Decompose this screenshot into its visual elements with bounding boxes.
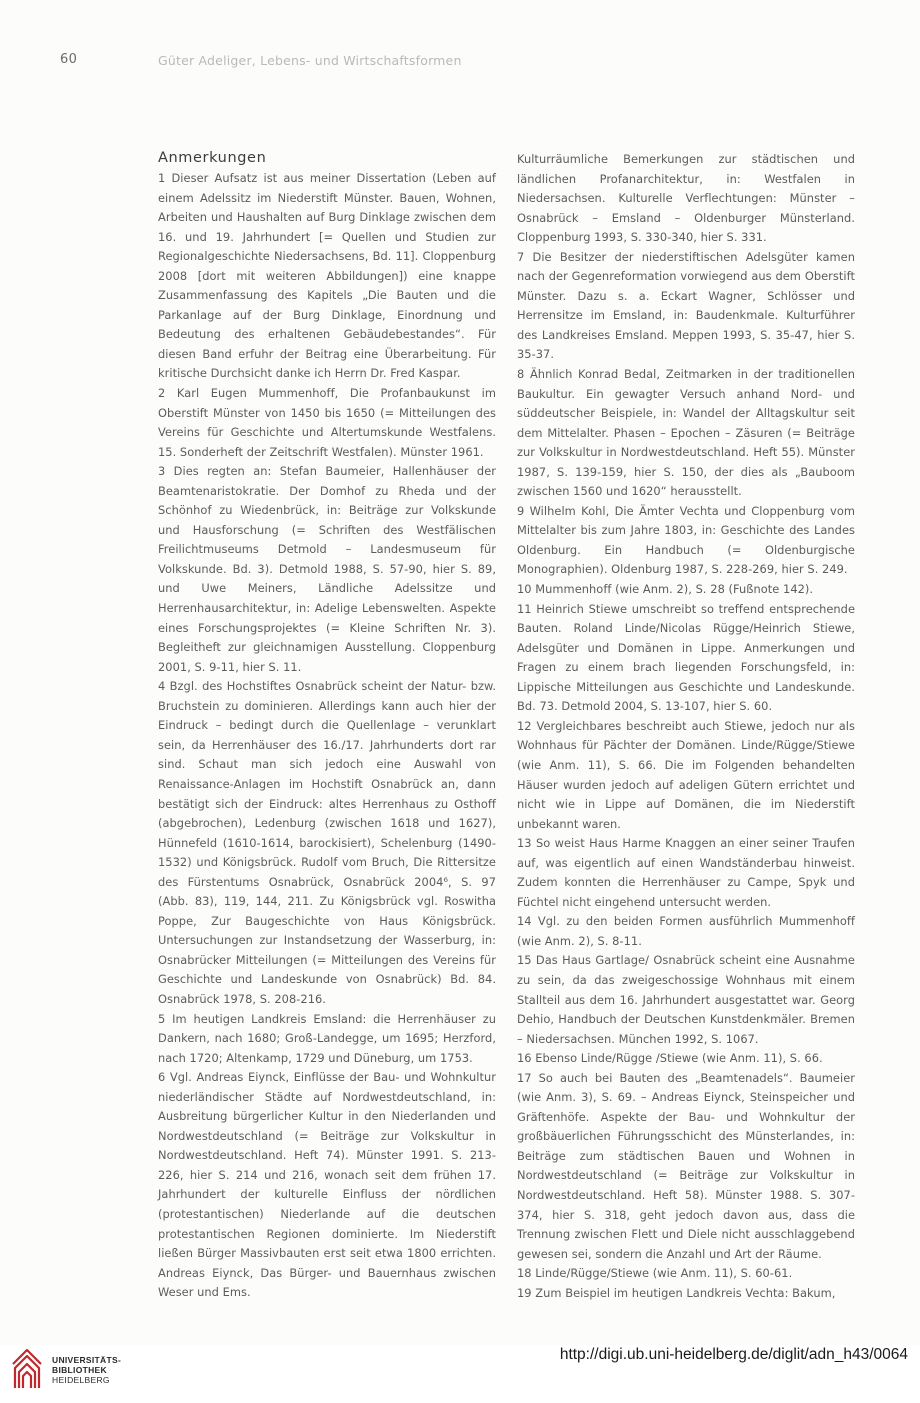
library-name [52,1355,121,1385]
note-13: 13 So weist Haus Harme Knaggen an einer seiner Traufen auf, was eigentlich auf einen Wandständerbau hinweist. Zudem konnten die Herrenhäuser zu Campe, Spyk und Füchtel nicht eingehend untersucht werden. [517,836,855,909]
running-head: Güter Adeliger, Lebens- und Wirtschaftsformen [158,53,462,68]
note-3: 3 Dies regten an: Stefan Baumeier, Hallenhäuser der Beamtenaristokratie. Der Domhof zu Rheda und der Schönhof zu Wiedenbrück, in: Beiträge zur Volkskunde und Hausforschung (= Schriften des Westfälischen Freilichtmuseums Detmold – Landesmuseum für Volkskunde. Bd. 3). Detmold 1988, S. 57-90, hier S. 89, und Uwe Meiners, Ländliche Adelssitze und Herrenhausarchitektur, in: Adelige Lebenswelten. Aspekte eines Forschungsprojektes (= Kleine Schriften Nr. 3). Begleitheft zur gleichnamigen Ausstellung. Cloppenburg 2001, S. 9-11, hier S. 11. [158,464,496,674]
note-19: 19 Zum Beispiel im heutigen Landkreis Vechta: Bakum, [517,1285,836,1300]
library-name-line-2: BIBLIOTHEK [52,1365,107,1375]
university-library-logo-icon [10,1346,44,1392]
note-1: 1 Dieser Aufsatz ist aus meiner Dissertation (Leben auf einem Adelssitz im Niederstift Münster. Bauen, Wohnen, Arbeiten und Haushalten auf Burg Dinklage zwischen dem 16. und 19. Jahrhundert [= Quellen und Studien zur Regionalgeschichte Niedersachsens, Bd. 11]. Cloppenburg 2008 [dort mit weiteren Abbildungen]) eine knappe Zusammenfassung des Kapitels „Die Bauten und die Parkanlage auf der Burg Dinklage, Einordnung und Bedeutung des erhaltenen Gebäudebestandes“. Für diesen Band erfuhr der Beitrag eine Überarbeitung. Für kritische Durchsicht danke ich Herrn Dr. Fred Kaspar. [158,171,496,381]
note-17: 17 So auch bei Bauten des „Beamtenadels“. Baumeier (wie Anm. 3), S. 69. – Andreas Eiynck, Steinspeicher und Gräftenhöfe. Aspekte der Bau- und Wohnkultur der großbäuerlichen Führungsschicht des Münsterlandes, in: Beiträge zum städtischen Bauen und Wohnen in Nordwestdeutschland (= Beiträge zur Volkskultur in Nordwestdeutschland. Heft 58). Münster 1988. S. 307-374, hier S. 318, geht jedoch davon aus, dass die Trennung zwischen Flett und Diele nicht ausschlaggebend gewesen sei, sondern die Anzahl und Art der Räume. [517,1070,855,1261]
note-12: 12 Vergleichbares beschreibt auch Stiewe, jedoch nur als Wohnhaus für Pächter der Domänen. Linde/Rügge/Stiewe (wie Anm. 11), S. 66. Die im Folgenden behandelten Häuser wurden jedoch auf adeligen Gütern errichtet und nicht wie in Lippe auf Domänen, die im Niederstift unbekannt waren. [517,718,855,831]
note-9: 9 Wilhelm Kohl, Die Ämter Vechta und Cloppenburg vom Mittelalter bis zum Jahre 1803, in: Geschichte des Landes Oldenburg. Ein Handbuch (= Oldenburgische Monographien). Oldenburg 1987, S. 228-269, hier S. 249. [517,503,855,577]
note-6: 6 Vgl. Andreas Eiynck, Einflüsse der Bau- und Wohnkultur niederländischer Städte auf Nordwestdeutschland, in: Ausbreitung bürgerlicher Kultur in den Niederlanden und Nordwestdeutschland (= Beiträge zur Volkskultur in Nordwestdeutschland. Heft 74). Münster 1991. S. 213-226, hier S. 214 und 216, wonach seit dem frühen 17. Jahrhundert der kulturelle Einfluss der nördlichen (protestantischen) Niederlande auf die deutschen protestantischen Regionen dominierte. Im Niederstift ließen Bürger Massivbauten erst seit etwa 1800 errichten. Andreas Eiynck, Das Bürger- und Bauernhaus zwischen Weser und Ems. [158,1070,496,1300]
notes-column-left [158,147,496,1303]
library-name-line-3: HEIDELBERG [52,1375,110,1385]
note-14: 14 Vgl. zu den beiden Formen ausführlich Mummenhoff (wie Anm. 2), S. 8-11. [517,914,855,948]
page-number: 60 [60,52,78,67]
note-6-continued: Kulturräumliche Bemerkungen zur städtischen und ländlichen Profanarchitektur, in: Westfalen in Niedersachsen. Kulturelle Verflechtungen: Münster – Osnabrück – Emsland – Oldenburger Münsterland. Cloppenburg 1993, S. 330-340, hier S. 331. [517,152,855,245]
note-15: 15 Das Haus Gartlage/ Osnabrück scheint eine Ausnahme zu sein, da das zweigeschossige Wohnhaus mit einem Stallteil aus dem 16. Jahrhundert ausgestattet war. Georg Dehio, Handbuch der Deutschen Kunstdenkmäler. Bremen – Niedersachsen. München 1992, S. 1067. [517,953,855,1046]
notes-heading: Anmerkungen [158,150,267,166]
note-10: 10 Mummenhoff (wie Anm. 2), S. 28 (Fußnote 142). [517,582,814,597]
notes-column-right [517,150,855,1303]
library-name-line-1: UNIVERSITÄTS- [52,1355,122,1365]
note-7: 7 Die Besitzer der niederstiftischen Adelsgüter kamen nach der Gegenreformation vorwiegend aus dem Oberstift Münster. Dazu s. a. Eckart Wagner, Schlösser und Herrensitze im Emsland, in: Baudenkmale. Kulturführer des Landkreises Emsland. Meppen 1993, S. 35-47, hier S. 35-37. [517,249,855,362]
note-11: 11 Heinrich Stiewe umschreibt so treffend entsprechende Bauten. Roland Linde/Nicolas Rügge/Heinrich Stiewe, Adelsgüter und Domänen in Lippe. Anmerkungen und Fragen zu einem brach liegenden Forschungsfeld, in: Lippische Mitteilungen aus Geschichte und Landeskunde. Bd. 73. Detmold 2004, S. 13-107, hier S. 60. [517,601,855,714]
note-8: 8 Ähnlich Konrad Bedal, Zeitmarken in der traditionellen Baukultur. Ein gewagter Versuch anhand Nord- und süddeutscher Beispiele, in: Wandel der Alltagskultur seit dem Mittelalter. Phasen – Epochen – Zäsuren (= Beiträge zur Volkskultur in Nordwestdeutschland. Heft 55). Münster 1987, S. 139-159, hier S. 150, der dies als „Bauboom zwischen 1560 und 1620“ herausstellt. [517,367,855,499]
note-18: 18 Linde/Rügge/Stiewe (wie Anm. 11), S. 60-61. [517,1266,793,1281]
note-2: 2 Karl Eugen Mummenhoff, Die Profanbaukunst im Oberstift Münster von 1450 bis 1650 (= Mitteilungen des Vereins für Geschichte und Altertumskunde Westfalens. 15. Sonderheft der Zeitschrift Westfalen). Münster 1961. [158,386,496,459]
permalink-url[interactable]: http://digi.ub.uni-heidelberg.de/diglit/adn_h43/0064 [559,1346,908,1363]
note-5: 5 Im heutigen Landkreis Emsland: die Herrenhäuser zu Dankern, nach 1680; Groß-Landegge, um 1695; Herzford, nach 1720; Altenkamp, 1729 und Düneburg, um 1753. [158,1011,496,1065]
note-4: 4 Bzgl. des Hochstiftes Osnabrück scheint der Natur- bzw. Bruchstein zu dominieren. Allerdings kann auch hier der Eindruck – bedingt durch die Quellenlage – verunklart sein, da Herrenhäuser des 16./17. Jahrhunderts dort rar sind. Schaut man sich jedoch eine Auswahl von Renaissance-Anlagen im Hochstift Osnabrück an, dann bestätigt sich der Eindruck: altes Herrenhaus zu Osthoff (abgebrochen), Ledenburg (zwischen 1618 und 1627), Hünnefeld (1610-1614, barockisiert), Schelenburg (1490-1532) und Königsbrück. Rudolf vom Bruch, Die Rittersitze des Fürstentums Osnabrück, Osnabrück 2004⁶, S. 97 (Abb. 83), 119, 144, 211. Zu Königsbrück vgl. Roswitha Poppe, Zur Baugeschichte von Haus Königsbrück. Untersuchungen zur Instandsetzung der Wasserburg, in: Osnabrücker Mitteilungen (= Mitteilungen des Vereins für Geschichte und Landeskunde von Osnabrück) Bd. 84. Osnabrück 1978, S. 208-216. [158,679,496,1006]
note-16: 16 Ebenso Linde/Rügge /Stiewe (wie Anm. 11), S. 66. [517,1051,823,1066]
